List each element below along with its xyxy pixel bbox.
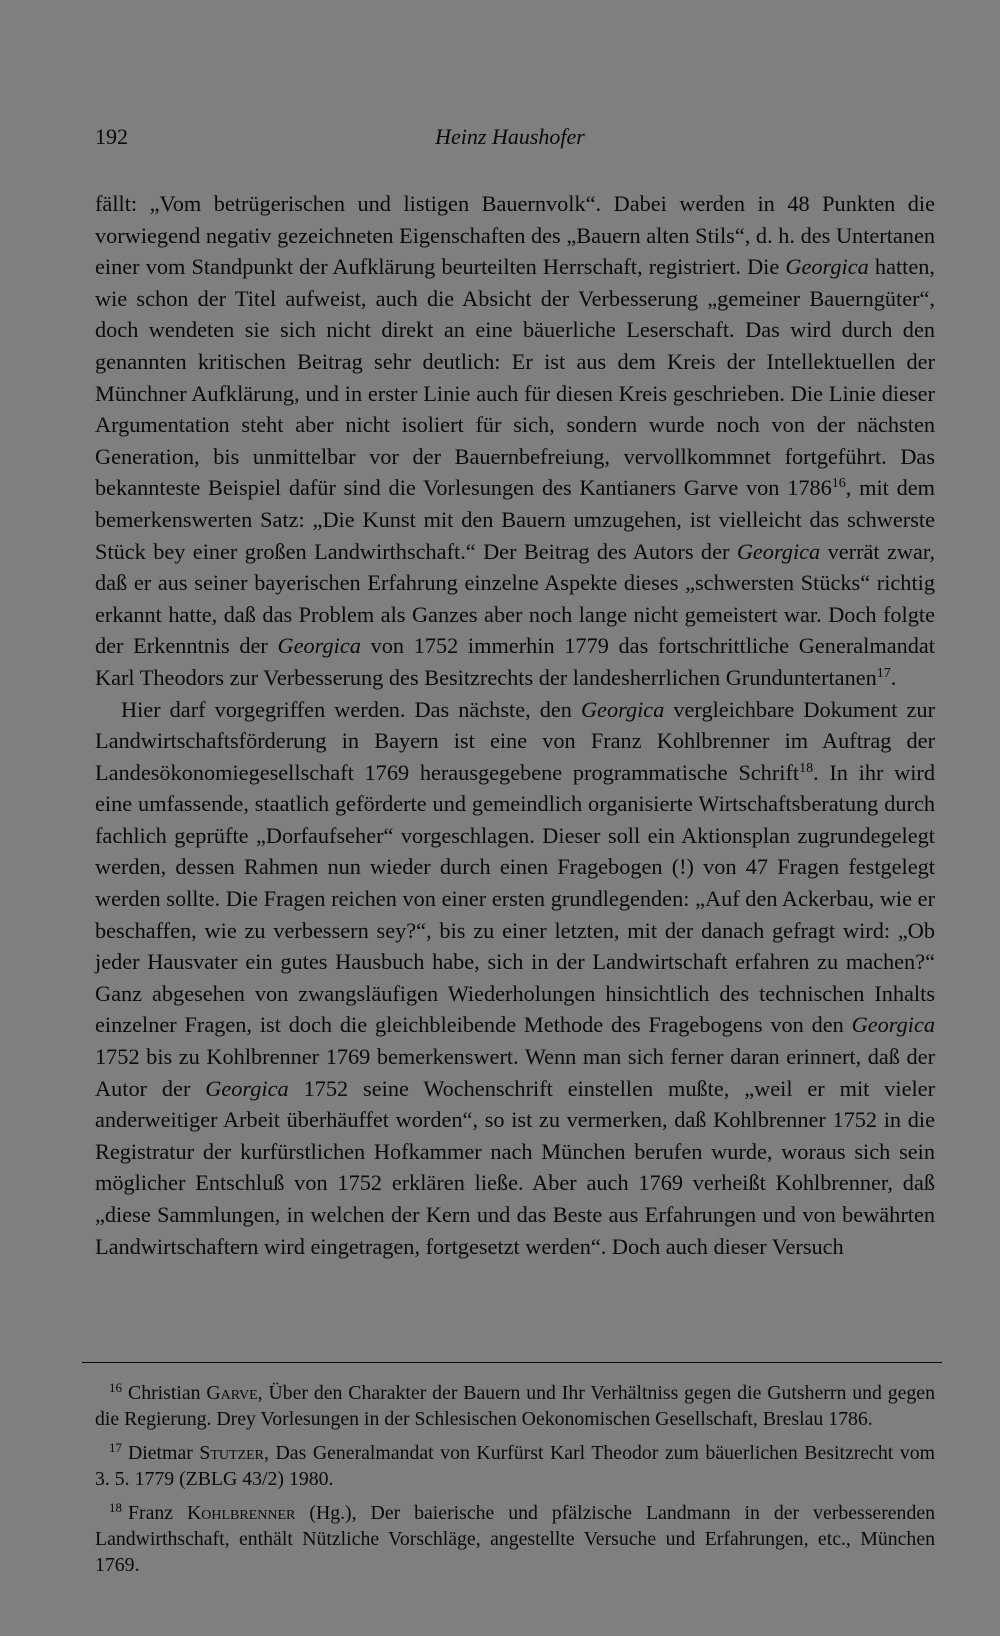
text-span: hatten, wie schon der Titel aufweist, auch die Absicht der Verbesserung „gemeiner Bauerngüter“, doch wendeten sie sich nicht direkt an eine bäuerliche Leserschaft. Das wird durch den genannten kritischen Beitrag sehr deutlich: Er ist aus dem Kreis der Intellektuellen der Münchner Aufklärung, und in erster Linie auch für diesen Kreis geschrieben. Die Linie dieser Argumentation steht aber nicht isoliert für sich, sondern wurde noch von der nächsten Generation, bis unmittelbar vor der Bauernbefreiung, vervollkommnet fortgeführt. Das bekannteste Beispiel dafür sind die Vorlesungen des Kantianers Garve von 1786 <box>95 254 935 501</box>
footnote-text: Christian <box>128 1382 207 1404</box>
footnote-ref[interactable]: 17 <box>876 665 891 681</box>
italic-title: Georgica <box>580 696 665 722</box>
body-text <box>95 188 935 1262</box>
text-span: fällt: „Vom betrügerischen und listigen Bauernvolk“. Dabei werden in 48 Punkten die vorwiegend negativ gezeichneten Eigenschaften des „Bauern alten Stils“, d. h. des Untertanen einer vom Standpunkt der Aufklärung beurteilten Herrschaft, registriert. Die <box>95 191 935 280</box>
italic-title: Georgica <box>851 1012 935 1038</box>
italic-title: Georgica <box>277 633 361 659</box>
italic-title: Georgica <box>736 538 821 564</box>
footnote-number: 18 <box>109 1500 122 1516</box>
footnote-17 <box>95 1435 935 1492</box>
text-span: . <box>890 664 897 690</box>
text-span: Hier darf vorgegriffen werden. Das nächste, den <box>121 696 581 722</box>
footnote-number: 17 <box>109 1440 122 1456</box>
paragraph <box>95 188 935 694</box>
footnotes <box>95 1375 935 1581</box>
italic-title: Georgica <box>785 254 869 280</box>
footnote-text: Franz <box>128 1502 187 1525</box>
text-span: verrät zwar, daß er aus seiner bayerischen Erfahrung einzelne Aspekte dieses „schwersten Stücks“ richtig erkannt hatte, daß das Problem als Ganzes aber noch lange nicht gemeistert war. Doch folgte der Erkenntnis der <box>95 538 936 659</box>
paragraph <box>95 694 935 1263</box>
footnote-text: , Über den Charakter der Bauern und Ihr Verhältniss gegen die Gutsherrn und gegen die Regierung. Drey Vorlesungen in der Schlesischen Oekonomischen Gesellschaft, Breslau 1786. <box>95 1382 935 1430</box>
running-title: Heinz Haushofer <box>435 124 585 149</box>
footnote-author: Garve <box>206 1382 258 1404</box>
footnote-text: Dietmar <box>128 1442 200 1465</box>
footnote-number: 16 <box>109 1380 122 1395</box>
footnote-ref[interactable]: 18 <box>799 760 814 776</box>
page-number: 192 <box>95 124 128 149</box>
footnote-author: Kohlbrenner <box>187 1502 296 1525</box>
footnote-18 <box>95 1495 935 1578</box>
footnote-ref[interactable]: 16 <box>831 476 846 492</box>
footnote-divider <box>82 1362 942 1363</box>
text-span: 1752 seine Wochenschrift einstellen mußte, „weil er mit vieler anderweitiger Arbeit überhäuffet worden“, so ist zu vermerken, daß Kohlbrenner 1752 in die Registratur der kurfürstlichen Hofkammer nach München berufen wurde, woraus sich sein möglicher Entschluß von 1752 erklären ließe. Aber auch 1769 verheißt Kohlbrenner, daß „diese Sammlungen, in welchen der Kern und das Beste aus Erfahrungen und von bewährten Landwirtschaftern wird eingetragen, fortgesetzt werden“. Doch auch dieser Versuch <box>95 1075 935 1259</box>
text-span: . In ihr wird eine umfassende, staatlich geförderte und gemeindlich organisierte Wirtschaftsberatung durch fachlich geprüfte „Dorfaufseher“ vorgeschlagen. Dieser soll ein Aktionsplan zugrundegelegt werden, dessen Rahmen nun wieder durch einen Fragebogen (!) von 47 Fragen festgelegt werden sollte. Die Fragen reichen von einer ersten grundlegenden: „Auf den Ackerbau, wie er beschaffen, wie zu verbessern sey?“, bis zu einer letzten, mit der danach gefragt wird: „Ob jeder Hausvater ein gutes Hausbuch habe, sich in der Landwirtschaft erfahren zu machen?“ Ganz abgesehen von zwangsläufigen Wiederholungen hinsichtlich des technischen Inhalts einzelner Fragen, ist doch die gleichbleibende Methode des Fragebogens von den <box>95 759 935 1038</box>
footnote-text: (Hg.), Der baierische und pfälzische Landmann in der verbesserenden Landwirthschaft, enthält Nützliche Vorschläge, angestellte Versuche und Erfahrungen, etc., München 1769. <box>95 1502 936 1576</box>
footnote-author: Stutzer <box>199 1442 265 1465</box>
text-span: von 1752 immerhin 1779 das fortschrittliche Generalmandat Karl Theodors zur Verbesserung des Besitzrechts der landesherrlichen Grunduntertanen <box>95 633 935 690</box>
page-header <box>95 124 925 160</box>
footnote-text: , Das Generalmandat von Kurfürst Karl Theodor zum bäuerlichen Besitzrecht vom 3. 5. 1779 (ZBLG 43/2) 1980. <box>95 1442 935 1490</box>
text-span: , mit dem bemerkenswerten Satz: „Die Kunst mit den Bauern umzugehen, ist vielleicht das schwerste Stück bey einer großen Landwirthschaft.“ Der Beitrag des Autors der <box>95 475 936 564</box>
text-span: 1752 bis zu Kohlbrenner 1769 bemerkenswert. Wenn man sich ferner daran erinnert, daß der Autor der <box>95 1044 935 1101</box>
footnote-16 <box>95 1375 935 1432</box>
italic-title: Georgica <box>205 1075 289 1101</box>
text-span: vergleichbare Dokument zur Landwirtschaftsförderung in Bayern ist eine von Franz Kohlbrenner im Auftrag der Landesökonomiegesellschaft 1769 herausgegebene programmatische Schrift <box>95 696 935 785</box>
